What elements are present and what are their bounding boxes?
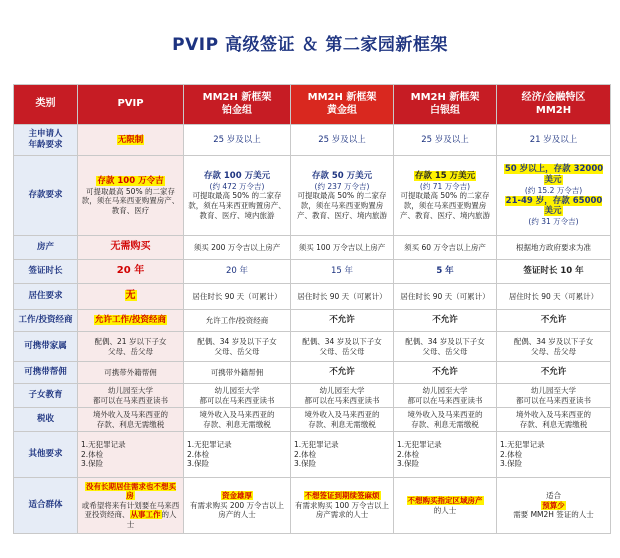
cell-suitable-platinum-text: 有需求购买 200 万令吉以上房产的人士 xyxy=(189,500,285,520)
cell-dependents-platinum xyxy=(184,332,291,362)
cell-other-silver-item2: 2.体检 xyxy=(397,449,420,459)
header-silver-line2: 白银组 xyxy=(430,104,460,116)
table-row-dependents xyxy=(14,332,611,362)
cell-dependents-pvip xyxy=(78,332,184,362)
cell-dependents-pvip-line2: 父母、岳父母 xyxy=(108,346,153,356)
cell-education-pvip-line2: 都可以在马来西亚读书 xyxy=(93,395,168,405)
cell-other-silver-item3: 3.保险 xyxy=(397,459,420,469)
header-gold-line1: MM2H 新框架 xyxy=(307,91,377,103)
row-label-tax: 税收 xyxy=(14,408,78,432)
cell-helper-gold: 不允许 xyxy=(291,362,394,384)
cell-work-gold: 不允许 xyxy=(291,310,394,332)
cell-deposit-sez-conv2: (约 31 万令吉) xyxy=(528,217,579,227)
cell-deposit-gold-amount: 存款 50 万美元 xyxy=(311,170,373,181)
header-sez-line1: 经济/金融特区 xyxy=(521,91,586,103)
header-sez-line2: MM2H xyxy=(535,104,572,116)
cell-age-gold: 25 岁及以上 xyxy=(291,125,394,156)
table-row-age xyxy=(14,125,611,156)
cell-property-silver: 须买 60 万令吉以上房产 xyxy=(394,236,497,260)
cell-residence-platinum: 居住时长 90 天（可累计） xyxy=(184,284,291,310)
cell-suitable-gold-highlight: 不想签证到期续签麻烦 xyxy=(304,491,380,501)
cell-deposit-silver-amount: 存款 15 万美元 xyxy=(414,170,476,181)
cell-deposit-pvip-note: 可提取最高 50% 的二家存款，须在马来西亚购置房产、教育、医疗 xyxy=(81,186,180,215)
header-gold xyxy=(291,85,394,125)
table-row-tax xyxy=(14,408,611,432)
cell-deposit-sez-line2: 21-49 岁，存款 65000 美元 xyxy=(505,195,603,217)
cell-tax-pvip-line2: 存款、利息无需缴税 xyxy=(96,419,165,429)
cell-validity-platinum: 20 年 xyxy=(184,260,291,284)
cell-suitable-gold-text: 有需求购买 100 万令吉以上房产需求的人士 xyxy=(294,500,390,520)
table-row-work xyxy=(14,310,611,332)
cell-residence-pvip xyxy=(78,284,184,310)
cell-suitable-pvip-highlight: 没有长期居住需求也不想买房 xyxy=(86,481,176,501)
cell-tax-silver-line2: 存款、利息无需缴税 xyxy=(411,419,479,429)
cell-deposit-sez-line1: 50 岁以上，存款 32000 美元 xyxy=(504,164,604,186)
cell-deposit-sez xyxy=(497,156,611,236)
cell-education-platinum-line2: 都可以在马来西亚读书 xyxy=(199,395,275,405)
cell-suitable-platinum xyxy=(184,478,291,534)
cell-work-silver: 不允许 xyxy=(394,310,497,332)
cell-property-gold: 须买 100 万令吉以上房产 xyxy=(291,236,394,260)
cell-validity-sez: 签证时长 10 年 xyxy=(497,260,611,284)
cell-other-silver xyxy=(394,432,497,478)
cell-dependents-pvip-line1: 配偶、21 岁以下子女 xyxy=(94,336,167,346)
cell-education-gold-line2: 都可以在马来西亚读书 xyxy=(304,395,380,405)
cell-work-pvip-text: 允许工作/投资经商 xyxy=(94,315,167,326)
cell-tax-silver xyxy=(394,408,497,432)
header-sez xyxy=(497,85,611,125)
cell-tax-platinum xyxy=(184,408,291,432)
cell-suitable-platinum-highlight: 资金雄厚 xyxy=(222,491,252,501)
cell-deposit-gold-note: 可提取最高 50% 的二家存款，须在马来西亚购置房产、教育、医疗、境内旅游 xyxy=(297,191,387,220)
table-row-property xyxy=(14,236,611,260)
cell-tax-gold-line1: 境外收入及马来西亚的 xyxy=(304,409,380,419)
cell-tax-platinum-line1: 境外收入及马来西亚的 xyxy=(199,409,275,419)
row-label-suitable: 适合群体 xyxy=(14,478,78,534)
cell-deposit-sez-conv1: (约 15.2 万令吉) xyxy=(524,185,583,195)
cell-education-gold-line1: 幼儿园至大学 xyxy=(319,385,365,395)
cell-age-platinum: 25 岁及以上 xyxy=(184,125,291,156)
cell-tax-platinum-line2: 存款、利息无需缴税 xyxy=(203,419,271,429)
cell-helper-platinum: 可携带外籍帮佣 xyxy=(184,362,291,384)
cell-age-silver: 25 岁及以上 xyxy=(394,125,497,156)
cell-tax-pvip xyxy=(78,408,184,432)
cell-dependents-platinum-line2: 父母、岳父母 xyxy=(214,346,260,356)
cell-dependents-silver-line1: 配偶、34 岁及以下子女 xyxy=(405,336,485,346)
cell-other-pvip-item2: 2.体检 xyxy=(81,449,104,459)
cell-residence-gold: 居住时长 90 天（可累计） xyxy=(291,284,394,310)
cell-other-pvip-item3: 3.保险 xyxy=(81,459,104,469)
cell-other-gold-item2: 2.体检 xyxy=(294,449,317,459)
cell-education-silver-line2: 都可以在马来西亚读书 xyxy=(407,395,483,405)
cell-tax-pvip-line1: 境外收入及马来西亚的 xyxy=(93,409,168,419)
header-pvip xyxy=(78,85,184,125)
cell-tax-silver-line1: 境外收入及马来西亚的 xyxy=(407,409,483,419)
cell-dependents-silver xyxy=(394,332,497,362)
cell-property-pvip xyxy=(78,236,184,260)
header-category: 类别 xyxy=(14,85,78,125)
cell-age-pvip-text: 无限制 xyxy=(117,134,144,145)
cell-dependents-gold-line1: 配偶、34 岁及以下子女 xyxy=(302,336,382,346)
cell-deposit-platinum-amount: 存款 100 万美元 xyxy=(203,170,271,181)
cell-deposit-platinum-conv: (约 472 万令吉) xyxy=(209,181,265,191)
cell-deposit-gold xyxy=(291,156,394,236)
table-row-residence xyxy=(14,284,611,310)
cell-residence-pvip-text: 无 xyxy=(125,290,136,302)
cell-property-platinum: 须买 200 万令吉以上房产 xyxy=(184,236,291,260)
row-label-age xyxy=(14,125,78,156)
cell-age-pvip xyxy=(78,125,184,156)
cell-property-sez: 根据地方政府要求为准 xyxy=(497,236,611,260)
cell-validity-pvip xyxy=(78,260,184,284)
cell-age-sez: 21 岁及以上 xyxy=(497,125,611,156)
table-row-helper xyxy=(14,362,611,384)
row-label-validity: 签证时长 xyxy=(14,260,78,284)
cell-education-platinum-line1: 幼儿园至大学 xyxy=(214,385,260,395)
cell-dependents-silver-line2: 父母、岳父母 xyxy=(422,346,468,356)
cell-other-silver-item1: 1.无犯罪记录 xyxy=(397,440,442,450)
cell-other-sez-item1: 1.无犯罪记录 xyxy=(500,440,545,450)
cell-dependents-gold xyxy=(291,332,394,362)
cell-other-gold xyxy=(291,432,394,478)
cell-other-gold-item1: 1.无犯罪记录 xyxy=(294,440,339,450)
cell-suitable-pvip-text-a: 或希望将来有计划要在马来西亚投资经商、 xyxy=(81,500,180,520)
cell-suitable-silver xyxy=(394,478,497,534)
cell-tax-gold-line2: 存款、利息无需缴税 xyxy=(308,419,376,429)
cell-other-platinum-item2: 2.体检 xyxy=(187,449,210,459)
cell-helper-sez: 不允许 xyxy=(497,362,611,384)
cell-tax-gold xyxy=(291,408,394,432)
row-label-property: 房产 xyxy=(14,236,78,260)
cell-suitable-sez xyxy=(497,478,611,534)
cell-validity-gold: 15 年 xyxy=(291,260,394,284)
cell-deposit-silver-note: 可提取最高 50% 的二家存款，须在马来西亚购置房产、教育、医疗、境内旅游 xyxy=(400,191,490,220)
cell-dependents-platinum-line1: 配偶、34 岁及以下子女 xyxy=(197,336,277,346)
comparison-table xyxy=(13,84,611,534)
cell-residence-sez: 居住时长 90 天（可累计） xyxy=(497,284,611,310)
cell-education-silver-line1: 幼儿园至大学 xyxy=(422,385,468,395)
cell-work-pvip xyxy=(78,310,184,332)
row-label-age-line1: 主申请人 xyxy=(28,129,63,140)
cell-deposit-silver xyxy=(394,156,497,236)
cell-property-pvip-text: 无需购买 xyxy=(110,241,151,253)
cell-suitable-pvip xyxy=(78,478,184,534)
cell-suitable-sez-a: 适合 xyxy=(546,491,561,501)
header-platinum xyxy=(184,85,291,125)
cell-helper-silver: 不允许 xyxy=(394,362,497,384)
row-label-residence: 居住要求 xyxy=(14,284,78,310)
cell-education-pvip-line1: 幼儿园至大学 xyxy=(108,385,153,395)
header-row xyxy=(14,85,611,125)
cell-validity-pvip-text: 20 年 xyxy=(116,265,145,277)
cell-helper-pvip: 可携带外籍帮佣 xyxy=(78,362,184,384)
cell-dependents-gold-line2: 父母、岳父母 xyxy=(319,346,365,356)
cell-other-sez-item2: 2.体检 xyxy=(500,449,523,459)
header-silver-line1: MM2H 新框架 xyxy=(410,91,480,103)
row-label-education: 子女教育 xyxy=(14,384,78,408)
row-label-age-line2: 年龄要求 xyxy=(28,140,63,150)
row-label-work: 工作/投资经商 xyxy=(14,310,78,332)
table-row-validity xyxy=(14,260,611,284)
cell-other-sez-item3: 3.保险 xyxy=(500,459,523,469)
cell-education-gold xyxy=(291,384,394,408)
cell-validity-silver: 5 年 xyxy=(394,260,497,284)
cell-suitable-sez-b: 需要 MM2H 签证的人士 xyxy=(513,510,594,520)
cell-education-sez xyxy=(497,384,611,408)
cell-education-sez-line1: 幼儿园至大学 xyxy=(531,385,576,395)
cell-deposit-pvip xyxy=(78,156,184,236)
cell-other-platinum xyxy=(184,432,291,478)
cell-work-sez: 不允许 xyxy=(497,310,611,332)
cell-suitable-sez-highlight: 预算少 xyxy=(542,500,565,510)
table-row-deposit xyxy=(14,156,611,236)
header-platinum-line2: 铂金组 xyxy=(222,104,252,116)
cell-suitable-pvip-text-b: 的人士 xyxy=(126,510,177,529)
cell-education-sez-line2: 都可以在马来西亚读书 xyxy=(516,395,591,405)
cell-work-platinum: 允许工作/投资经商 xyxy=(184,310,291,332)
cell-suitable-pvip-highlight2: 从事工作 xyxy=(130,510,161,520)
cell-other-pvip-item1: 1.无犯罪记录 xyxy=(81,440,126,450)
table-row-suitable xyxy=(14,478,611,534)
cell-deposit-silver-conv: (约 71 万令吉) xyxy=(419,181,471,191)
table-row-other xyxy=(14,432,611,478)
cell-other-pvip xyxy=(78,432,184,478)
cell-other-sez xyxy=(497,432,611,478)
row-label-other: 其他要求 xyxy=(14,432,78,478)
cell-deposit-platinum-note: 可提取最高 50% 的二家存款，须在马来西亚购置房产、教育、医疗、境内旅游 xyxy=(188,191,286,220)
page-title: PVIP 高级签证 ＆ 第二家园新框架 xyxy=(172,35,448,55)
cell-suitable-silver-text: 的人士 xyxy=(433,505,457,515)
table-row-education xyxy=(14,384,611,408)
cell-deposit-gold-conv: (约 237 万令吉) xyxy=(314,181,370,191)
cell-suitable-gold xyxy=(291,478,394,534)
header-gold-line2: 黄金组 xyxy=(327,104,357,116)
cell-deposit-pvip-amount: 存款 100 万令吉 xyxy=(97,175,164,186)
cell-other-platinum-item1: 1.无犯罪记录 xyxy=(187,440,232,450)
cell-dependents-sez-line1: 配偶、34 岁及以下子女 xyxy=(513,336,594,346)
header-silver xyxy=(394,85,497,125)
row-label-helper: 可携带帮佣 xyxy=(14,362,78,384)
cell-suitable-silver-highlight: 不想购买指定区域房产 xyxy=(407,495,483,505)
cell-dependents-sez-line2: 父母、岳父母 xyxy=(531,346,576,356)
cell-education-silver xyxy=(394,384,497,408)
cell-tax-sez xyxy=(497,408,611,432)
row-label-dependents: 可携带家属 xyxy=(14,332,78,362)
cell-tax-sez-line1: 境外收入及马来西亚的 xyxy=(516,409,591,419)
cell-deposit-platinum xyxy=(184,156,291,236)
cell-education-platinum xyxy=(184,384,291,408)
row-label-deposit: 存款要求 xyxy=(14,156,78,236)
cell-education-pvip xyxy=(78,384,184,408)
cell-other-platinum-item3: 3.保险 xyxy=(187,459,210,469)
cell-other-gold-item3: 3.保险 xyxy=(294,459,317,469)
header-platinum-line1: MM2H 新框架 xyxy=(202,91,272,103)
cell-tax-sez-line2: 存款、利息无需缴税 xyxy=(519,419,588,429)
cell-dependents-sez xyxy=(497,332,611,362)
cell-residence-silver: 居住时长 90 天（可累计） xyxy=(394,284,497,310)
header-pvip-label: PVIP xyxy=(117,98,144,110)
